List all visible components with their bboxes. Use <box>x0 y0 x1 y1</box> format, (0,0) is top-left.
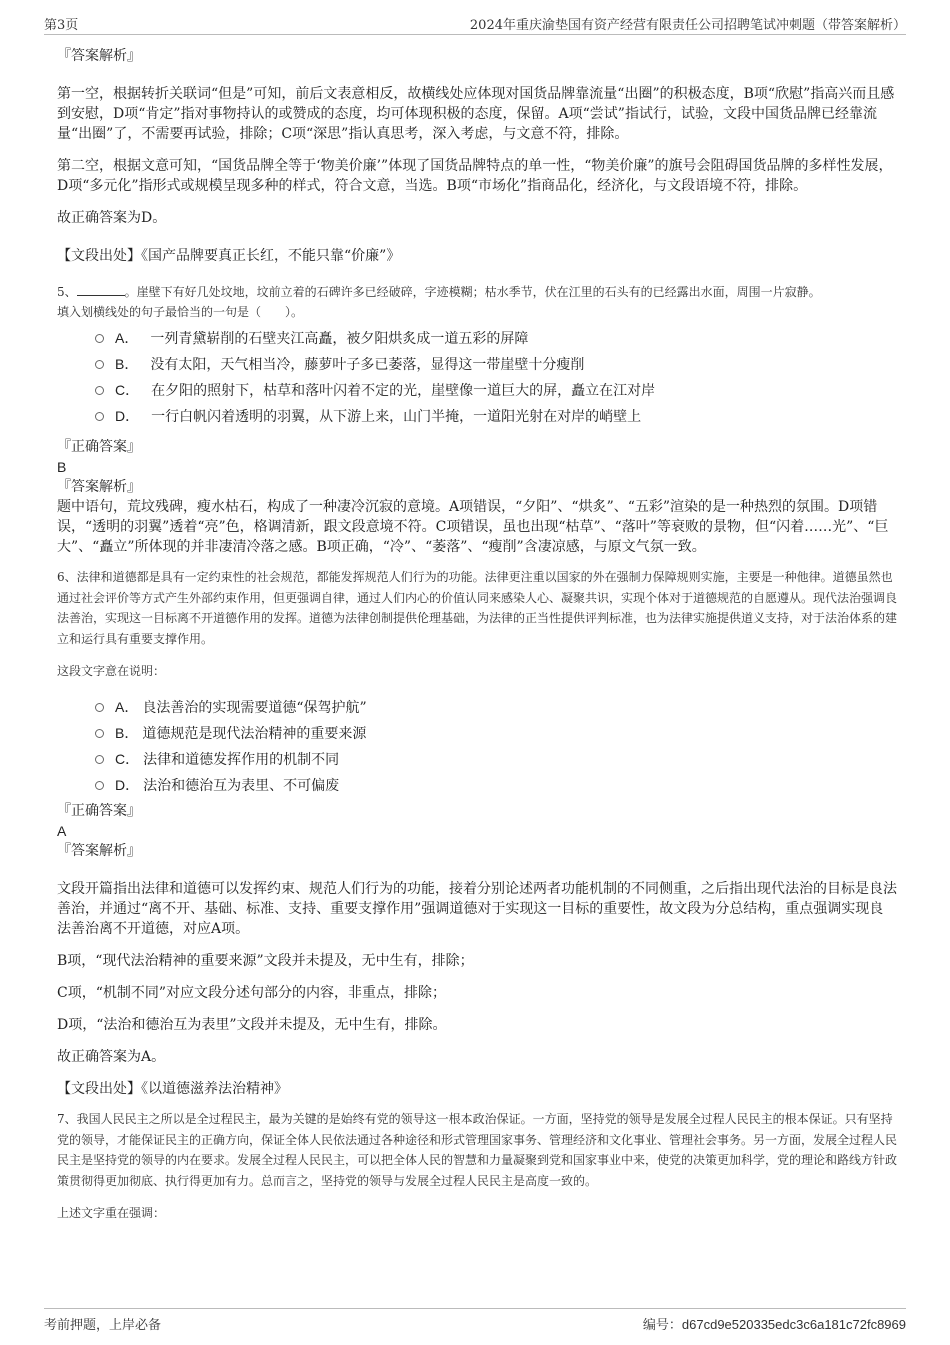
q7-stem: 7、我国人民民主之所以是全过程民主，最为关键的是始终有党的领导这一根本政治保证。一方面，坚持党的领导是发展全过程人民民主的根本保证。只有坚持党的领导，才能保证民主的正确方向，保证全体人民依法通过各种途径和形式管理国家事务、管理经济和文化事业、管理社会事务。另一方面，发展全过程人民民主是坚持党的领导的内在要求。发展全过程人民民主，可以把全体人民的智慧和力量凝聚到党和国家事业中来，使党的决策更加科学，党的理论和路线方针政策贯彻得更加彻底、执行得更加有力。总而言之，坚持党的领导与发展全过程人民民主是高度一致的。 <box>57 1112 898 1188</box>
q7-prompt: 上述文字重在强调： <box>57 1206 166 1220</box>
q6-source: 【文段出处】《以道德滋养法治精神》 <box>57 1081 288 1097</box>
q5-prompt: 填入划横线处的句子最恰当的一句是（ ）。 <box>57 305 304 319</box>
q6-analysis-p2: B项，“现代法治精神的重要来源”文段并未提及，无中生有，排除； <box>57 953 474 969</box>
q5-options <box>57 328 897 427</box>
q5-stem-text: 。崖壁下有好几处坟地，坟前立着的石碑许多已经破碎，字迹模糊；枯水季节，伏在江里的石头有的已经露出水面，周围一片寂静。 <box>124 285 821 299</box>
radio-button[interactable] <box>95 386 104 395</box>
option-label: C． <box>115 751 140 767</box>
q6-conclusion: 故正确答案为A。 <box>57 1049 166 1065</box>
option-label: A． <box>115 330 139 346</box>
option-text: 道德规范是现代法治精神的重要来源 <box>142 726 367 742</box>
option-label: B． <box>115 356 139 372</box>
q4-source: 【文段出处】《国产品牌要真正长红，不能只靠“价廉”》 <box>57 248 401 264</box>
option-text: 在夕阳的照射下，枯草和落叶闪着不定的光，崖壁像一道巨大的屏，矗立在江对岸 <box>151 383 656 399</box>
q6-option-d[interactable] <box>95 775 897 796</box>
page-number: 第3页 <box>44 18 79 33</box>
q6-analysis-p3: C项，“机制不同”对应文段分述句部分的内容，非重点，排除； <box>57 985 447 1001</box>
q4-analysis-label: 『答案解析』 <box>57 48 141 64</box>
radio-button[interactable] <box>95 729 104 738</box>
radio-button[interactable] <box>95 360 104 369</box>
page-header <box>44 14 906 35</box>
option-text: 一列青黛崭削的石壁夹江高矗，被夕阳烘炙成一道五彩的屏障 <box>150 331 529 347</box>
q5-answer: B <box>57 459 67 475</box>
footer-slogan: 考前押题，上岸必备 <box>44 1318 162 1333</box>
option-label: B． <box>115 725 139 741</box>
option-text: 一行白帆闪着透明的羽翼，从下游上来，山门半掩，一道阳光射在对岸的峭壁上 <box>151 409 642 425</box>
option-text: 没有太阳，天气相当冷，藤萝叶子多已萎落，显得这一带崖壁十分瘦削 <box>150 357 585 373</box>
q6-options <box>57 697 897 796</box>
q5-option-a[interactable] <box>95 328 897 349</box>
q5-stem <box>57 282 897 302</box>
radio-button[interactable] <box>95 334 104 343</box>
q4-analysis-p1: 第一空，根据转折关联词“但是”可知，前后文表意相反，故横线处应体现对国货品牌靠流量“出圈”的积极态度，B项“欣慰”指高兴而且感到安慰，D项“肯定”指对事物持认的或赞成的态度，均可体现积极的态度，保留。A项“尝试”指试行，试验，文段中国货品牌已经靠流量“出圈”了，不需要再试验，排除；C项“深思”指认真思考，深入考虑，与文意不符，排除。 <box>57 86 895 142</box>
q5-analysis: 题中语句，荒坟残碑，瘦水枯石，构成了一种凄冷沉寂的意境。A项错误，“夕阳”、“烘炙”、“五彩”渲染的是一种热烈的氛围。D项错误，“透明的羽翼”透着“亮”色，格调清新，跟文段意境不符。C项错误，虽也出现“枯草”、“落叶”等衰败的景物，但“闪着……光”、“巨大”、“矗立”所体现的并非凄清冷落之感。B项正确，“冷”、“萎落”、“瘦削”含凄凉感，与原文气氛一致。 <box>57 499 889 555</box>
option-label: D． <box>115 408 140 424</box>
page-footer <box>44 1308 906 1333</box>
q6-answer: A <box>57 823 67 839</box>
q6-option-b[interactable] <box>95 723 897 744</box>
radio-button[interactable] <box>95 412 104 421</box>
code-label: 编号： <box>642 1318 682 1333</box>
radio-button[interactable] <box>95 781 104 790</box>
q6-analysis-p1: 文段开篇指出法律和道德可以发挥约束、规范人们行为的功能，接着分别论述两者功能机制的不同侧重，之后指出现代法治的目标是良法善治，并通过“离不开、基础、标准、支持、重要支撑作用”强调道德对于实现这一目标的重要性，故文段为分总结构，重点强调实现良法善治离不开道德，对应A项。 <box>57 881 897 937</box>
q5-correct-label: 『正确答案』 <box>57 439 141 455</box>
q6-analysis-label: 『答案解析』 <box>57 843 141 859</box>
code-value: d67cd9e520335edc3c6a181c72fc8969 <box>681 1317 906 1332</box>
q6-prompt: 这段文字意在说明： <box>57 664 166 678</box>
radio-button[interactable] <box>95 755 104 764</box>
q6-analysis-p4: D项，“法治和德治互为表里”文段并未提及，无中生有，排除。 <box>57 1017 447 1033</box>
option-text: 法律和道德发挥作用的机制不同 <box>143 752 340 768</box>
q5-analysis-label: 『答案解析』 <box>57 479 141 495</box>
q5-option-d[interactable] <box>95 406 897 427</box>
option-label: C． <box>115 382 140 398</box>
option-text: 法治和德治互为表里、不可偏废 <box>143 778 340 794</box>
q5-number: 5、 <box>57 285 77 299</box>
q5-option-c[interactable] <box>95 380 897 401</box>
document-title: 2024年重庆渝垫国有资产经营有限责任公司招聘笔试冲刺题（带答案解析） <box>469 18 906 33</box>
q6-stem: 6、法律和道德都是具有一定约束性的社会规范，都能发挥规范人们行为的功能。法律更注重以国家的外在强制力保障规则实施，主要是一种他律。道德虽然也通过社会评价等方式产生外部约束作用，但更强调自律，通过人们内心的价值认同来感染人心、凝聚共识，实现个体对于道德规范的自愿遵从。现代法治强调良法善治，实现这一目标离不开道德作用的发挥。道德为法律创制提供伦理基础，为法律的正当性提供评判标准，也为法律实施提供道义支持，对于法治体系的建立和运行具有重要支撑作用。 <box>57 570 898 646</box>
page-content <box>57 42 897 1223</box>
q6-option-a[interactable] <box>95 697 897 718</box>
document-code <box>643 1314 906 1333</box>
radio-button[interactable] <box>95 703 104 712</box>
q6-option-c[interactable] <box>95 749 897 770</box>
q4-analysis-p2: 第二空，根据文意可知，“国货品牌全等于‘物美价廉’”体现了国货品牌特点的单一性，“物美价廉”的旗号会阻碍国货品牌的多样性发展，D项“多元化”指形式或规模呈现多种的样式，符合文意，当选。B项“市场化”指商品化，经济化，与文段语境不符，排除。 <box>57 158 893 194</box>
option-label: D． <box>115 777 140 793</box>
q5-option-b[interactable] <box>95 354 897 375</box>
q6-correct-label: 『正确答案』 <box>57 803 141 819</box>
q4-conclusion: 故正确答案为D。 <box>57 210 167 226</box>
option-text: 良法善治的实现需要道德“保驾护航” <box>142 700 367 716</box>
option-label: A． <box>115 699 139 715</box>
q5-blank <box>77 283 125 296</box>
